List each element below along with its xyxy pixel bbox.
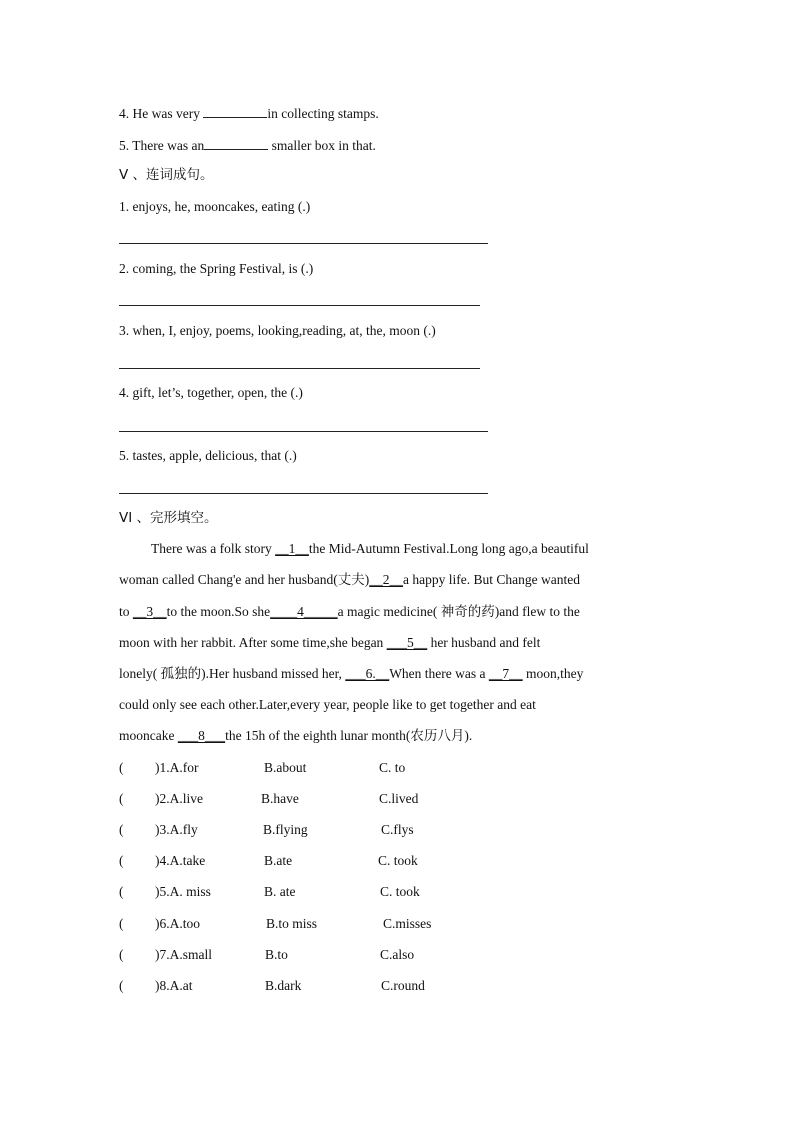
passage-line-6: could only see each other.Later,every year, people like to get together and eat: [119, 697, 536, 712]
passage-blank-6: ___6.__: [345, 666, 390, 681]
answer-paren[interactable]: (: [119, 791, 124, 806]
option-a[interactable]: )7.A.small: [155, 947, 212, 962]
fill-blank-q5: 5. There was an smaller box in that.: [119, 135, 376, 155]
passage-line-2: woman called Chang'e and her husband(丈夫)__2__a happy life. But Change wanted: [119, 572, 580, 588]
answer-paren[interactable]: (: [119, 884, 124, 899]
passage-blank-5: ___5__: [386, 635, 428, 650]
option-b[interactable]: B.ate: [264, 853, 293, 868]
option-a[interactable]: )8.A.at: [155, 978, 193, 993]
fill-blank-q4: 4. He was very in collecting stamps.: [119, 103, 379, 123]
option-a[interactable]: )5.A. miss: [155, 884, 211, 899]
option-c[interactable]: C. took: [380, 884, 420, 899]
option-b[interactable]: B.to miss: [266, 916, 318, 931]
passage-blank-8: ___8___: [177, 728, 226, 743]
passage-line-5: lonely( 孤独的).Her husband missed her, ___6.__When there was a __7__ moon,they: [119, 666, 584, 682]
answer-paren[interactable]: (: [119, 822, 124, 837]
option-b[interactable]: B.about: [264, 760, 307, 775]
section-heading-vi: VI 、完形填空。: [119, 510, 218, 526]
passage-line-4: moon with her rabbit. After some time,she began ___5__ her husband and felt: [119, 635, 541, 650]
option-b[interactable]: B.to: [265, 947, 288, 962]
answer-line-5[interactable]: [119, 493, 488, 494]
passage-blank-1: __1__: [275, 541, 309, 556]
option-c[interactable]: C.round: [381, 978, 425, 993]
passage-line-1: There was a folk story __1__the Mid-Autumn Festival.Long long ago,a beautiful: [151, 541, 589, 556]
option-b[interactable]: B.flying: [263, 822, 308, 837]
answer-line-2[interactable]: [119, 305, 480, 306]
answer-blank[interactable]: [203, 103, 267, 118]
option-b[interactable]: B.dark: [265, 978, 302, 993]
answer-line-3[interactable]: [119, 368, 480, 369]
sentence-item-4: 4. gift, let’s, together, open, the (.): [119, 385, 303, 400]
option-c[interactable]: C.misses: [383, 916, 432, 931]
option-a[interactable]: )4.A.take: [155, 853, 206, 868]
passage-blank-2: __2__: [369, 572, 403, 587]
answer-paren[interactable]: (: [119, 916, 124, 931]
option-c[interactable]: C.also: [380, 947, 415, 962]
option-c[interactable]: C. took: [378, 853, 418, 868]
passage-line-7: mooncake ___8___the 15h of the eighth lunar month(农历八月).: [119, 728, 473, 744]
option-b[interactable]: B.have: [261, 791, 299, 806]
sentence-item-2: 2. coming, the Spring Festival, is (.): [119, 261, 314, 276]
passage-blank-4: ____4_____: [270, 604, 338, 619]
sentence-item-5: 5. tastes, apple, delicious, that (.): [119, 448, 297, 463]
option-c[interactable]: C. to: [379, 760, 406, 775]
passage-blank-3: __3__: [132, 604, 167, 619]
passage-line-3: to __3__to the moon.So she____4_____a magic medicine( 神奇的药)and flew to the: [119, 604, 580, 620]
option-c[interactable]: C.flys: [381, 822, 414, 837]
passage-blank-7: __7__: [488, 666, 523, 681]
option-a[interactable]: )3.A.fly: [155, 822, 198, 837]
answer-paren[interactable]: (: [119, 978, 124, 993]
option-c[interactable]: C.lived: [379, 791, 419, 806]
sentence-item-1: 1. enjoys, he, mooncakes, eating (.): [119, 199, 311, 214]
answer-blank[interactable]: [204, 135, 268, 150]
option-a[interactable]: )6.A.too: [155, 916, 200, 931]
option-a[interactable]: )2.A.live: [155, 791, 203, 806]
sentence-item-3: 3. when, I, enjoy, poems, looking,reading, at, the, moon (.): [119, 323, 436, 338]
option-a[interactable]: )1.A.for: [155, 760, 199, 775]
answer-line-1[interactable]: [119, 243, 488, 244]
answer-paren[interactable]: (: [119, 760, 124, 775]
answer-paren[interactable]: (: [119, 947, 124, 962]
answer-line-4[interactable]: [119, 431, 488, 432]
section-heading-v: V 、连词成句。: [119, 167, 214, 183]
option-b[interactable]: B. ate: [264, 884, 296, 899]
answer-paren[interactable]: (: [119, 853, 124, 868]
